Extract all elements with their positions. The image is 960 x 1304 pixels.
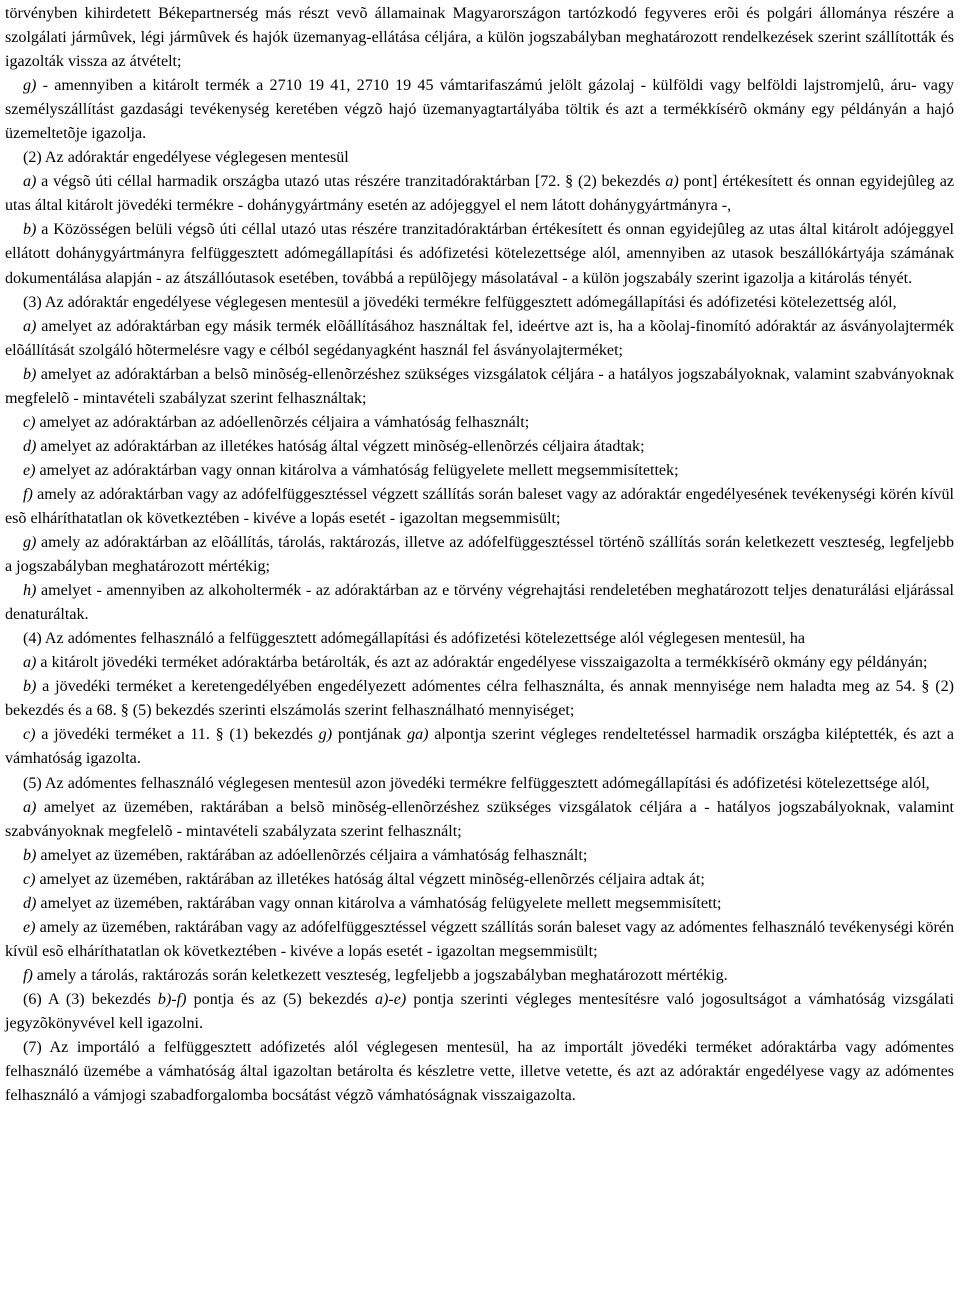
point-marker: a) <box>23 173 37 191</box>
point-marker: b) <box>23 846 37 864</box>
point-marker: g) <box>318 726 333 744</box>
point-marker: b)-f) <box>157 990 187 1008</box>
point-marker: a)-e) <box>374 990 407 1008</box>
point-marker: a) <box>23 317 37 335</box>
paragraph <box>5 675 954 723</box>
text-run: amelyet az üzemében, raktárában az illetékes hatóság által végzett minõség-ellenõrzés céljaira adtak át; <box>35 870 705 888</box>
paragraph <box>5 74 954 146</box>
text-run: amelyet az adóraktárban az illetékes hatóság által végzett minõség-ellenõrzés céljaira átadtak; <box>36 437 645 455</box>
point-marker: b) <box>23 221 37 239</box>
text-run: amelyet az adóraktárban egy másik termék elõállításához használtak fel, ideértve azt is, ha a kõolaj-finomító adóraktár az ásványolajtermék elõállítását szolgáló hõtermelésre vagy e célból segédanyagként használ fel ásványolajterméket; <box>5 317 954 359</box>
point-marker: d) <box>23 894 37 912</box>
paragraph <box>5 844 954 868</box>
text-run: amelyet az adóraktárban az adóellenõrzés céljaira a vámhatóság felhasznált; <box>35 413 530 431</box>
text-run: (3) Az adóraktár engedélyese véglegesen mentesül a jövedéki termékre felfüggesztett adómegállapítási és adófizetési kötelezettség alól, <box>23 293 897 311</box>
paragraph <box>5 651 954 675</box>
paragraph <box>5 483 954 531</box>
text-run: a kitárolt jövedéki terméket adóraktárba betárolták, és azt az adóraktár engedélyese visszaigazolta a termékkísérõ okmány egy példányán; <box>36 654 928 672</box>
point-marker: h) <box>23 582 37 600</box>
paragraph <box>5 579 954 627</box>
text-run: - amennyiben a kitárolt termék a 2710 19 41, 2710 19 45 vámtarifaszámú jelölt gázolaj - külföldi vagy belföldi lajstromjelû, áru- vagy személyszállítást gazdasági tevékenység keretében végzõ hajó üzemanyagtartályába töltik és azt a termékkísérõ okmány egy példányán a hajó üzemeltetõje igazolja. <box>5 77 954 143</box>
paragraph <box>5 627 954 651</box>
text-run: a végsõ úti céllal harmadik országba utazó utas részére tranzitadóraktárban [72. § (2) bekezdés <box>36 173 666 191</box>
point-marker: g) <box>23 534 37 552</box>
paragraph <box>5 2 954 74</box>
point-marker: c) <box>23 413 36 431</box>
point-marker: f) <box>23 966 33 984</box>
text-run: amelyet az adóraktárban a belsõ minõség-ellenõrzéshez szükséges vizsgálatok céljára - a hatályos jogszabályoknak, valamint szabványoknak megfelelõ - mintavételi szabályzat szerint felhasználtak; <box>5 365 954 407</box>
paragraph <box>5 1036 954 1108</box>
document-body <box>5 0 954 1108</box>
text-run: pontjának <box>332 726 408 744</box>
point-marker: c) <box>23 726 36 744</box>
paragraph <box>5 315 954 363</box>
text-run: amely az adóraktárban vagy az adófelfüggesztéssel végzett szállítás során baleset vagy az adóraktár engedélyesének tevékenységi körén kívül esõ elháríthatatlan ok következtében - kivéve a lopás esetét - igazoltan megsemmisült; <box>5 485 954 527</box>
text-run: (7) Az importáló a felfüggesztett adófizetés alól véglegesen mentesül, ha az importált jövedéki terméket adóraktárba vagy adómentes felhasználó üzemébe a vámhatóság által igazoltan betárolta és készletre vette, illetve vetette, és azt az adóraktár engedélyese vagy az adómentes felhasználó a vámjogi szabadforgalomba bocsátást végzõ vámhatóságnak visszaigazolta. <box>5 1039 954 1105</box>
text-run: amely az adóraktárban az elõállítás, tárolás, raktározás, illetve az adófelfüggesztéssel történõ szállítás során keletkezett veszteség, legfeljebb a jogszabályban meghatározott mértékig; <box>5 534 954 576</box>
point-marker: b) <box>23 365 37 383</box>
point-marker: a) <box>23 654 37 672</box>
paragraph <box>5 411 954 435</box>
text-run: (4) Az adómentes felhasználó a felfüggesztett adómegállapítási és adófizetési kötelezettsége alól véglegesen mentesül, ha <box>23 630 806 648</box>
paragraph <box>5 363 954 411</box>
paragraph <box>5 218 954 290</box>
paragraph <box>5 291 954 315</box>
point-marker: e) <box>23 918 36 936</box>
paragraph <box>5 964 954 988</box>
text-run: amelyet - amennyiben az alkoholtermék - az adóraktárban az e törvény végrehajtási rendeletében meghatározott teljes denaturálási eljárással denaturáltak. <box>5 582 954 624</box>
text-run: törvényben kihirdetett Békepartnerség más részt vevõ államainak Magyarországon tartózkodó fegyveres erõi és polgári állománya részére a szolgálati jármûvek, légi jármûvek és hajók üzemanyag-ellátása céljára, a külön jogszabályban meghatározott rendelkezések szerint szállították és igazolták vissza az átvételt; <box>5 5 954 71</box>
text-run: amely az üzemében, raktárában vagy az adófelfüggesztéssel végzett szállítás során baleset vagy az adómentes felhasználó tevékenységi körén kívül esõ elháríthatatlan ok következtében - kivéve a lopás esetét - igazoltan megsemmisült; <box>5 918 954 960</box>
text-run: pontja és az (5) bekezdés <box>186 990 375 1008</box>
paragraph <box>5 146 954 170</box>
paragraph <box>5 170 954 218</box>
text-run: (2) Az adóraktár engedélyese véglegesen mentesül <box>23 149 349 167</box>
text-run: alpontja szerint végleges rendeltetéssel harmadik országba kiléptették, és azt a vámhatóság igazolta. <box>5 726 954 768</box>
point-marker: c) <box>23 870 36 888</box>
point-marker: a) <box>23 798 37 816</box>
paragraph <box>5 868 954 892</box>
point-marker: e) <box>23 461 36 479</box>
point-marker: ga) <box>407 726 429 744</box>
paragraph <box>5 723 954 771</box>
text-run: a Közösségen belüli végsõ úti céllal utazó utas részére tranzitadóraktárban értékesített és onnan egyidejûleg az utas által kitárolt adójeggyel ellátott dohánygyártmányra felfüggesztett adómegállapítási és adófizetési kötelezettsége alól, amennyiben az utasok beszállókártyája számának dokumentálása alapján - az átszállóutasok esetében, továbbá a repülõjegy másolatával - a külön jogszabály szerint igazolja a kitárolás tényét. <box>5 221 954 287</box>
text-run: amelyet az üzemében, raktárában a belsõ minõség-ellenõrzéshez szükséges vizsgálatok céljára a - hatályos jogszabályoknak, valamint szabványoknak megfelelõ - mintavételi szabályzata szerint felhasznált; <box>5 798 954 840</box>
text-run: a jövedéki terméket a 11. § (1) bekezdés <box>35 726 319 744</box>
point-marker: b) <box>23 678 37 696</box>
text-run: amely a tárolás, raktározás során keletkezett veszteség, legfeljebb a jogszabályban meghatározott mértékig. <box>32 966 728 984</box>
paragraph <box>5 988 954 1036</box>
text-run: (5) Az adómentes felhasználó véglegesen mentesül azon jövedéki termékre felfüggesztett adómegállapítási és adófizetési kötelezettsége alól, <box>23 774 930 792</box>
paragraph <box>5 435 954 459</box>
text-run: amelyet az üzemében, raktárában vagy onnan kitárolva a vámhatóság felügyelete mellett megsemmisített; <box>36 894 722 912</box>
text-run: pont] értékesített és onnan egyidejûleg az utas által kitárolt jövedéki termékre - dohánygyártmány esetén az adójeggyel el nem látott dohánygyártmányra -, <box>5 173 955 215</box>
text-run: amelyet az üzemében, raktárában az adóellenõrzés céljaira a vámhatóság felhasznált; <box>36 846 588 864</box>
text-run: (6) A (3) bekezdés <box>23 990 158 1008</box>
point-marker: f) <box>23 485 33 503</box>
text-run: a jövedéki terméket a keretengedélyében engedélyezett adómentes célra felhasználta, és annak mennyisége nem haladta meg az 54. § (2) bekezdés és a 68. § (5) bekezdés szerinti elszámolás szerint felhasználható mennyiséget; <box>5 678 954 720</box>
paragraph <box>5 796 954 844</box>
point-marker: a) <box>665 173 679 191</box>
paragraph <box>5 459 954 483</box>
point-marker: g) <box>23 77 37 95</box>
point-marker: d) <box>23 437 37 455</box>
paragraph <box>5 531 954 579</box>
paragraph <box>5 916 954 964</box>
text-run: pontja szerinti végleges mentesítésre való jogosultságot a vámhatóság vizsgálati jegyzõkönyvével kell igazolni. <box>5 990 954 1032</box>
paragraph <box>5 892 954 916</box>
text-run: amelyet az adóraktárban vagy onnan kitárolva a vámhatóság felügyelete mellett megsemmisítettek; <box>35 461 679 479</box>
paragraph <box>5 772 954 796</box>
